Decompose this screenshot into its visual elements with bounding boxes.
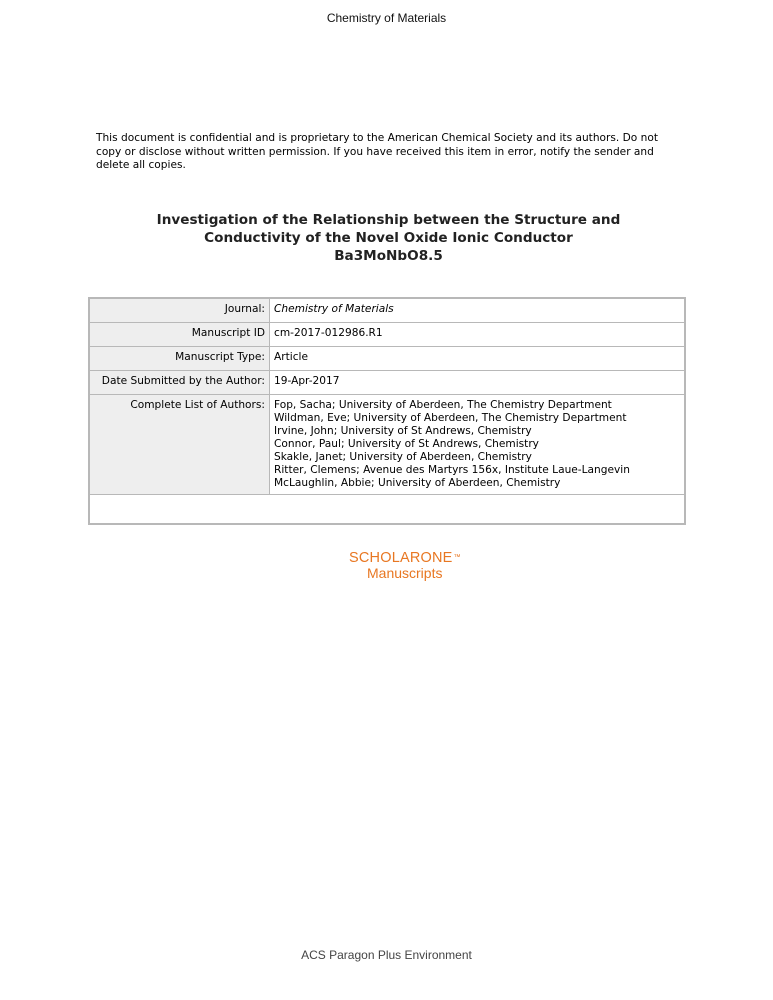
table-row-authors xyxy=(89,395,685,495)
manuscript-type-label: Manuscript Type: xyxy=(89,347,270,371)
logo-brand xyxy=(349,550,461,566)
table-row-date-submitted xyxy=(89,371,685,395)
manuscript-metadata-table xyxy=(88,297,686,525)
table-row-journal xyxy=(89,298,685,323)
manuscript-type-value: Article xyxy=(270,347,686,371)
manuscript-id-value: cm-2017-012986.R1 xyxy=(270,323,686,347)
table-row-empty xyxy=(89,495,685,525)
journal-label: Journal: xyxy=(89,298,270,323)
title-line-2: Conductivity of the Novel Oxide Ionic Conductor xyxy=(204,230,573,246)
table-row-manuscript-type xyxy=(89,347,685,371)
running-head-journal: Chemistry of Materials xyxy=(326,11,447,25)
author-entry: Ritter, Clemens; Avenue des Martyrs 156x, Institute Laue-Langevin xyxy=(274,464,630,476)
title-line-3: Ba3MoNbO8.5 xyxy=(334,248,443,264)
scholarone-manuscripts-logo xyxy=(349,550,461,581)
table-row-manuscript-id xyxy=(89,323,685,347)
footer-environment: ACS Paragon Plus Environment xyxy=(301,948,472,962)
confidentiality-notice: This document is confidential and is proprietary to the American Chemical Society and its authors. Do not copy or disclose without written permission. If you have received this item in error, notify the sender and delete all copies. xyxy=(96,132,658,171)
title-line-1: Investigation of the Relationship between the Structure and xyxy=(156,212,621,228)
logo-trademark: ™ xyxy=(453,554,461,561)
author-entry: Wildman, Eve; University of Aberdeen, The Chemistry Department xyxy=(274,412,627,424)
author-entry: Fop, Sacha; University of Aberdeen, The Chemistry Department xyxy=(274,399,612,411)
logo-product: Manuscripts xyxy=(367,565,443,581)
journal-value: Chemistry of Materials xyxy=(270,298,686,323)
date-submitted-value: 19-Apr-2017 xyxy=(270,371,686,395)
logo-brand-part1: SCHOLAR xyxy=(349,550,421,566)
empty-cell xyxy=(89,495,685,525)
manuscript-title xyxy=(96,211,681,265)
author-entry: Irvine, John; University of St Andrews, Chemistry xyxy=(274,425,532,437)
author-entry: Connor, Paul; University of St Andrews, Chemistry xyxy=(274,438,539,450)
logo-brand-part2: ONE xyxy=(420,550,453,566)
authors-list xyxy=(270,395,686,495)
author-entry: Skakle, Janet; University of Aberdeen, Chemistry xyxy=(274,451,532,463)
authors-label: Complete List of Authors: xyxy=(89,395,270,495)
author-entry: McLaughlin, Abbie; University of Aberdeen, Chemistry xyxy=(274,477,561,489)
manuscript-id-label: Manuscript ID xyxy=(89,323,270,347)
date-submitted-label: Date Submitted by the Author: xyxy=(89,371,270,395)
